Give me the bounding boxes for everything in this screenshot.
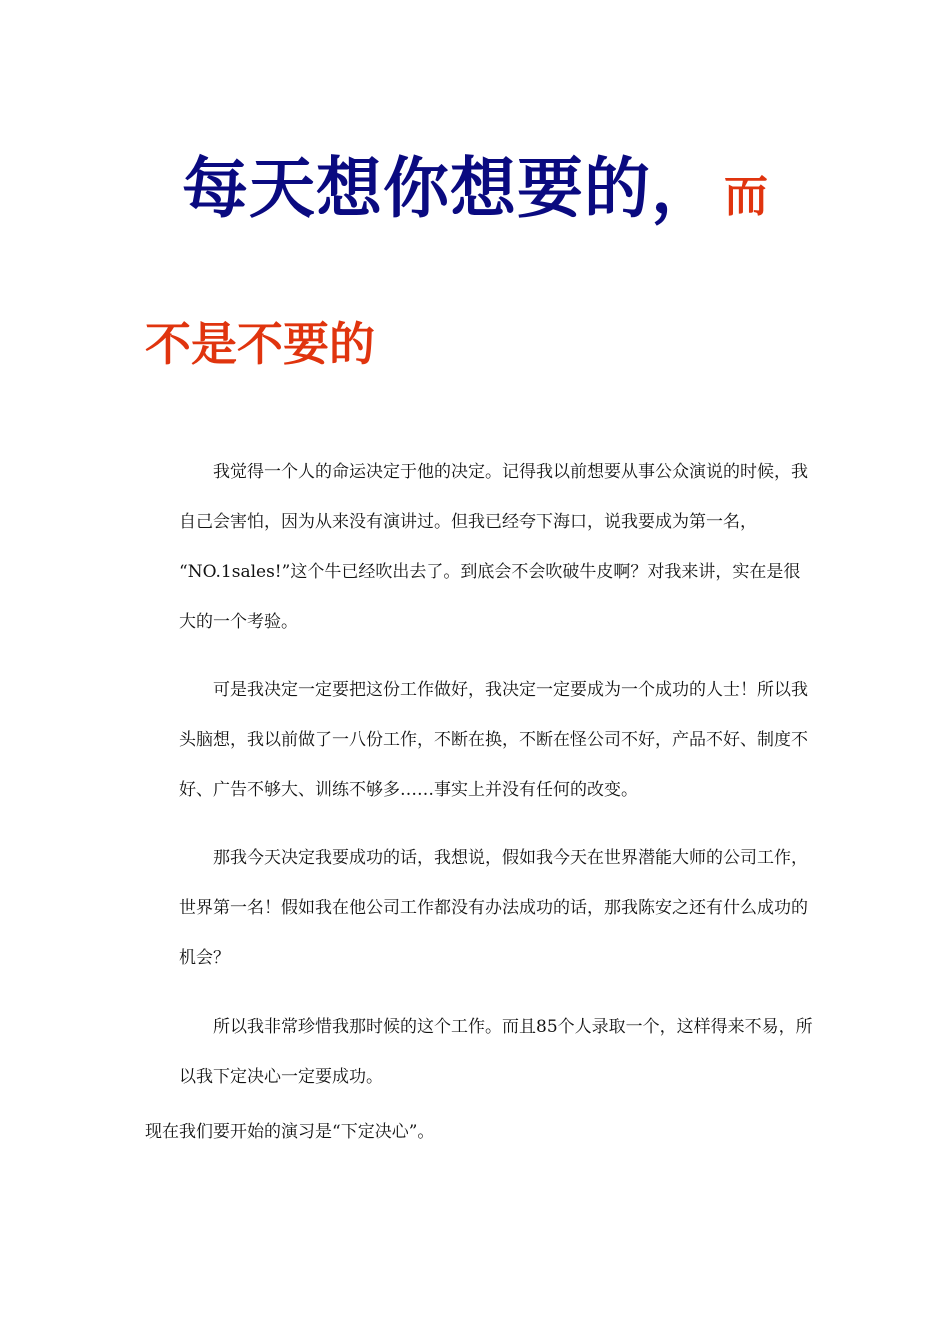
paragraph-1-line-4: 大的一个考验。 [179,612,298,632]
paragraph-1-line-1: 我觉得一个人的命运决定于他的决定。记得我以前想要从事公众演说的时候，我 [213,462,808,482]
paragraph-5 [145,1107,805,1157]
title-line-1 [0,135,950,230]
title-main: 每天想你想要的， [182,150,718,227]
paragraph-5-line-1: 现在我们要开始的演习是“下定决心”。 [145,1122,435,1142]
paragraph-2 [145,665,808,815]
paragraph-4-line-2: 以我下定决心一定要成功。 [179,1067,383,1087]
title-line-2: 不是不要的 [145,317,375,371]
paragraph-3 [145,833,808,983]
paragraph-2-line-2: 头脑想，我以前做了一八份工作，不断在换，不断在怪公司不好，产品不好、制度不 [179,730,808,750]
paragraph-1-line-2: 自己会害怕，因为从来没有演讲过。但我已经夸下海口，说我要成为第一名， [179,512,757,532]
paragraph-3-line-2: 世界第一名！假如我在他公司工作都没有办法成功的话，那我陈安之还有什么成功的 [179,898,808,918]
paragraph-2-line-3: 好、广告不够大、训练不够多……事实上并没有任何的改变。 [179,780,638,800]
paragraph-1 [145,447,808,647]
paragraph-1-line-3: “NO.1sales!”这个牛已经吹出去了。到底会不会吹破牛皮啊？对我来讲，实在是很 [179,562,801,582]
paragraph-3-line-3: 机会？ [179,948,230,968]
title-main-tail: 而 [724,171,768,222]
paragraph-4 [145,1002,813,1102]
paragraph-4-line-1: 所以我非常珍惜我那时候的这个工作。而且85个人录取一个，这样得来不易，所 [213,1017,813,1037]
paragraph-2-line-1: 可是我决定一定要把这份工作做好，我决定一定要成为一个成功的人士！所以我 [213,680,808,700]
paragraph-3-line-1: 那我今天决定我要成功的话，我想说，假如我今天在世界潜能大师的公司工作， [213,848,808,868]
